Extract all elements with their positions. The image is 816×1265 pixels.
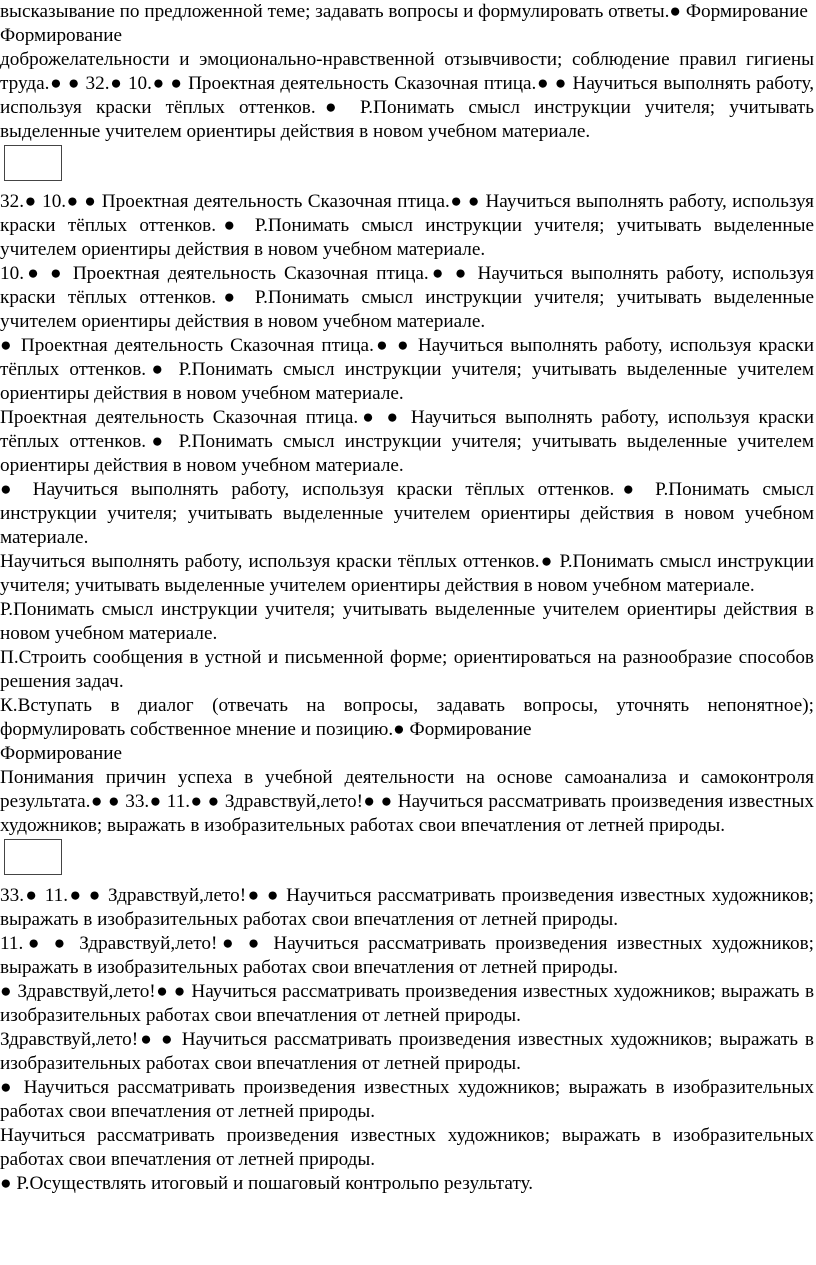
paragraph: Здравствуй,лето!● ● Научиться рассматривать произведения известных художников; выражать в изобразительных работах свои впечатления от летней природы. (0, 1029, 814, 1074)
paragraph: Научиться выполнять работу, используя краски тёплых оттенков.● Р.Понимать смысл инструкции учителя; учитывать выделенные учителем ориентиры действия в новом учебном материале. (0, 551, 814, 596)
paragraph: Формирование (0, 743, 123, 764)
paragraph: 32.● 10.● ● Проектная деятельность Сказочная птица.● ● Научиться выполнять работу, используя краски тёплых оттенков.● Р.Понимать смысл инструкции учителя; учитывать выделенные учителем ориентиры действия в новом учебном материале. (0, 191, 814, 260)
paragraph: ● Р.Осуществлять итоговый и пошаговый контрольпо результату. (0, 1173, 534, 1194)
text-block-b (0, 190, 816, 838)
paragraph: Научиться рассматривать произведения известных художников; выражать в изобразительных работах свои впечатления от летней природы. (0, 1125, 814, 1170)
empty-table-cell (4, 839, 62, 875)
paragraph: 10.● ● Проектная деятельность Сказочная птица.● ● Научиться выполнять работу, используя краски тёплых оттенков.● Р.Понимать смысл инструкции учителя; учитывать выделенные учителем ориентиры действия в новом учебном материале. (0, 263, 814, 332)
paragraph: ● Проектная деятельность Сказочная птица.● ● Научиться выполнять работу, используя краски тёплых оттенков.● Р.Понимать смысл инструкции учителя; учитывать выделенные учителем ориентиры действия в новом учебном материале. (0, 335, 814, 404)
paragraph: доброжелательности и эмоционально-нравственной отзывчивости; соблюдение правил гигиены труда.● ● 32.● 10.● ● Проектная деятельность Сказочная птица.● ● Научиться выполнять работу, используя краски тёплых оттенков.● Р.Понимать смысл инструкции учителя; учитывать выделенные учителем ориентиры действия в новом учебном материале. (0, 49, 814, 142)
paragraph: Формирование (0, 25, 123, 46)
empty-table-cell (4, 145, 62, 181)
text-block-c (0, 884, 816, 1196)
paragraph: К.Вступать в диалог (отвечать на вопросы, задавать вопросы, уточнять непонятное); формулировать собственное мнение и позицию.● Формирование (0, 695, 814, 740)
paragraph: Понимания причин успеха в учебной деятельности на основе самоанализа и самоконтроля результата.● ● 33.● 11.● ● Здравствуй,лето!● ● Научиться рассматривать произведения известных художников; выражать в изобразительных работах свои впечатления от летней природы. (0, 767, 814, 836)
paragraph: высказывание по предложенной теме; задавать вопросы и формулировать ответы.● Формирование (0, 1, 808, 22)
paragraph: 11.● ● Здравствуй,лето!● ● Научиться рассматривать произведения известных художников; выражать в изобразительных работах свои впечатления от летней природы. (0, 933, 814, 978)
paragraph: 33.● 11.● ● Здравствуй,лето!● ● Научиться рассматривать произведения известных художников; выражать в изобразительных работах свои впечатления от летней природы. (0, 885, 814, 930)
paragraph: П.Строить сообщения в устной и письменной форме; ориентироваться на разнообразие способов решения задач. (0, 647, 814, 692)
paragraph: ● Научиться выполнять работу, используя краски тёплых оттенков.● Р.Понимать смысл инструкции учителя; учитывать выделенные учителем ориентиры действия в новом учебном материале. (0, 479, 814, 548)
paragraph: Проектная деятельность Сказочная птица.● ● Научиться выполнять работу, используя краски тёплых оттенков.● Р.Понимать смысл инструкции учителя; учитывать выделенные учителем ориентиры действия в новом учебном материале. (0, 407, 814, 476)
paragraph: ● Научиться рассматривать произведения известных художников; выражать в изобразительных работах свои впечатления от летней природы. (0, 1077, 814, 1122)
paragraph: Р.Понимать смысл инструкции учителя; учитывать выделенные учителем ориентиры действия в новом учебном материале. (0, 599, 814, 644)
text-block-a (0, 0, 816, 144)
paragraph: ● Здравствуй,лето!● ● Научиться рассматривать произведения известных художников; выражать в изобразительных работах свои впечатления от летней природы. (0, 981, 814, 1026)
